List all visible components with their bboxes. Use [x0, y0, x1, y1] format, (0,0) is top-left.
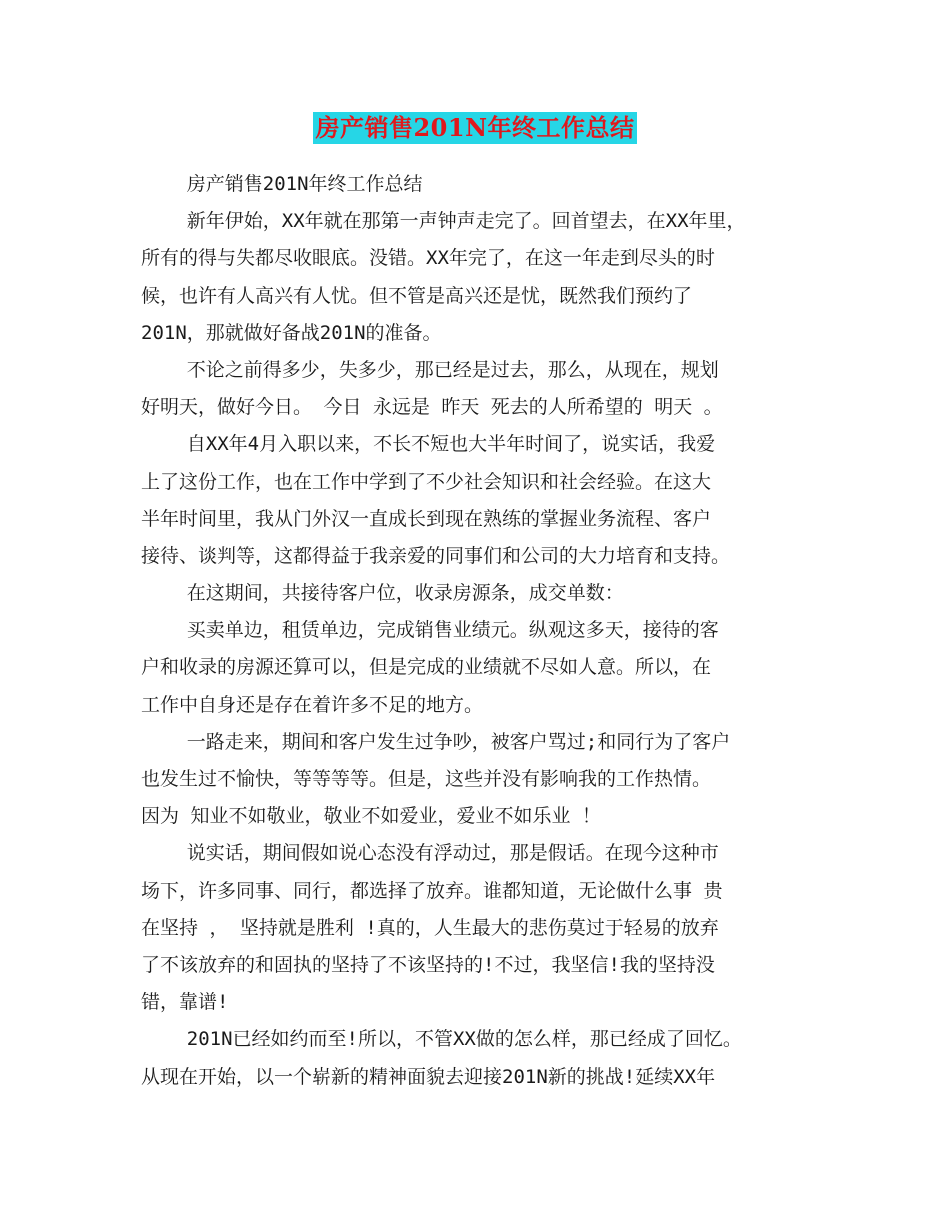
text-line: 房产销售201N年终工作总结 — [141, 173, 423, 195]
document-title: 房产销售201N年终工作总结 — [315, 113, 635, 142]
text-line: 在这期间，共接待客户位，收录房源条，成交单数： — [141, 582, 624, 605]
text-line: 201N，那就做好备战201N的准备。 — [141, 321, 442, 344]
text-line: 新年伊始，XX年就在那第一声钟声走完了。回首望去，在XX年里， — [141, 210, 746, 233]
text-line: 因为 知业不如敬业，敬业不如爱业，爱业不如乐业 ！ — [141, 805, 601, 828]
text-line: 了不该放弃的和固执的坚持了不该坚持的!不过，我坚信!我的坚持没 — [141, 953, 715, 976]
text-line: 错，靠谱! — [141, 991, 229, 1014]
text-line: 不论之前得多少，失多少，那已经是过去，那么，从现在，规划 — [141, 358, 719, 381]
text-line: 在坚持 ， 坚持就是胜利 !真的，人生最大的悲伤莫过于轻易的放弃 — [141, 916, 719, 939]
text-line: 从现在开始，以一个崭新的精神面貌去迎接201N新的挑战!延续XX年 — [141, 1065, 716, 1088]
text-line: 好明天，做好今日。 今日 永远是 昨天 死去的人所希望的 明天 。 — [141, 396, 723, 419]
text-line: 上了这份工作，也在工作中学到了不少社会知识和社会经验。在这大 — [141, 470, 712, 493]
text-line: 接待、谈判等，这都得益于我亲爱的同事们和公司的大力培育和支持。 — [141, 544, 731, 567]
text-line: 户和收录的房源还算可以，但是完成的业绩就不尽如人意。所以，在 — [141, 656, 712, 679]
text-line: 也发生过不愉快，等等等等。但是，这些并没有影响我的工作热情。 — [141, 768, 712, 790]
document-body — [141, 166, 821, 1096]
text-line: 说实话，期间假如说心态没有浮动过，那是假话。在现今这种市 — [141, 842, 719, 865]
text-line: 候，也许有人高兴有人忧。但不管是高兴还是忧，既然我们预约了 — [141, 284, 693, 307]
text-line: 半年时间里，我从门外汉一直成长到现在熟练的掌握业务流程、客户 — [141, 507, 712, 530]
text-line: 201N已经如约而至!所以，不管XX做的怎么样，那已经成了回忆。 — [141, 1028, 742, 1051]
text-line: 买卖单边，租赁单边，完成销售业绩元。纵观这多天，接待的客 — [141, 619, 719, 642]
text-line: 一路走来，期间和客户发生过争吵，被客户骂过;和同行为了客户 — [141, 730, 731, 753]
text-line: 自XX年4月入职以来，不长不短也大半年时间了，说实话，我爱 — [141, 433, 716, 456]
title-container — [0, 112, 950, 144]
text-line: 工作中自身还是存在着许多不足的地方。 — [141, 693, 484, 716]
text-line: 所有的得与失都尽收眼底。没错。XX年完了，在这一年走到尽头的时 — [141, 247, 715, 270]
text-line: 场下，许多同事、同行，都选择了放弃。谁都知道，无论做什么事 贵 — [141, 879, 723, 902]
